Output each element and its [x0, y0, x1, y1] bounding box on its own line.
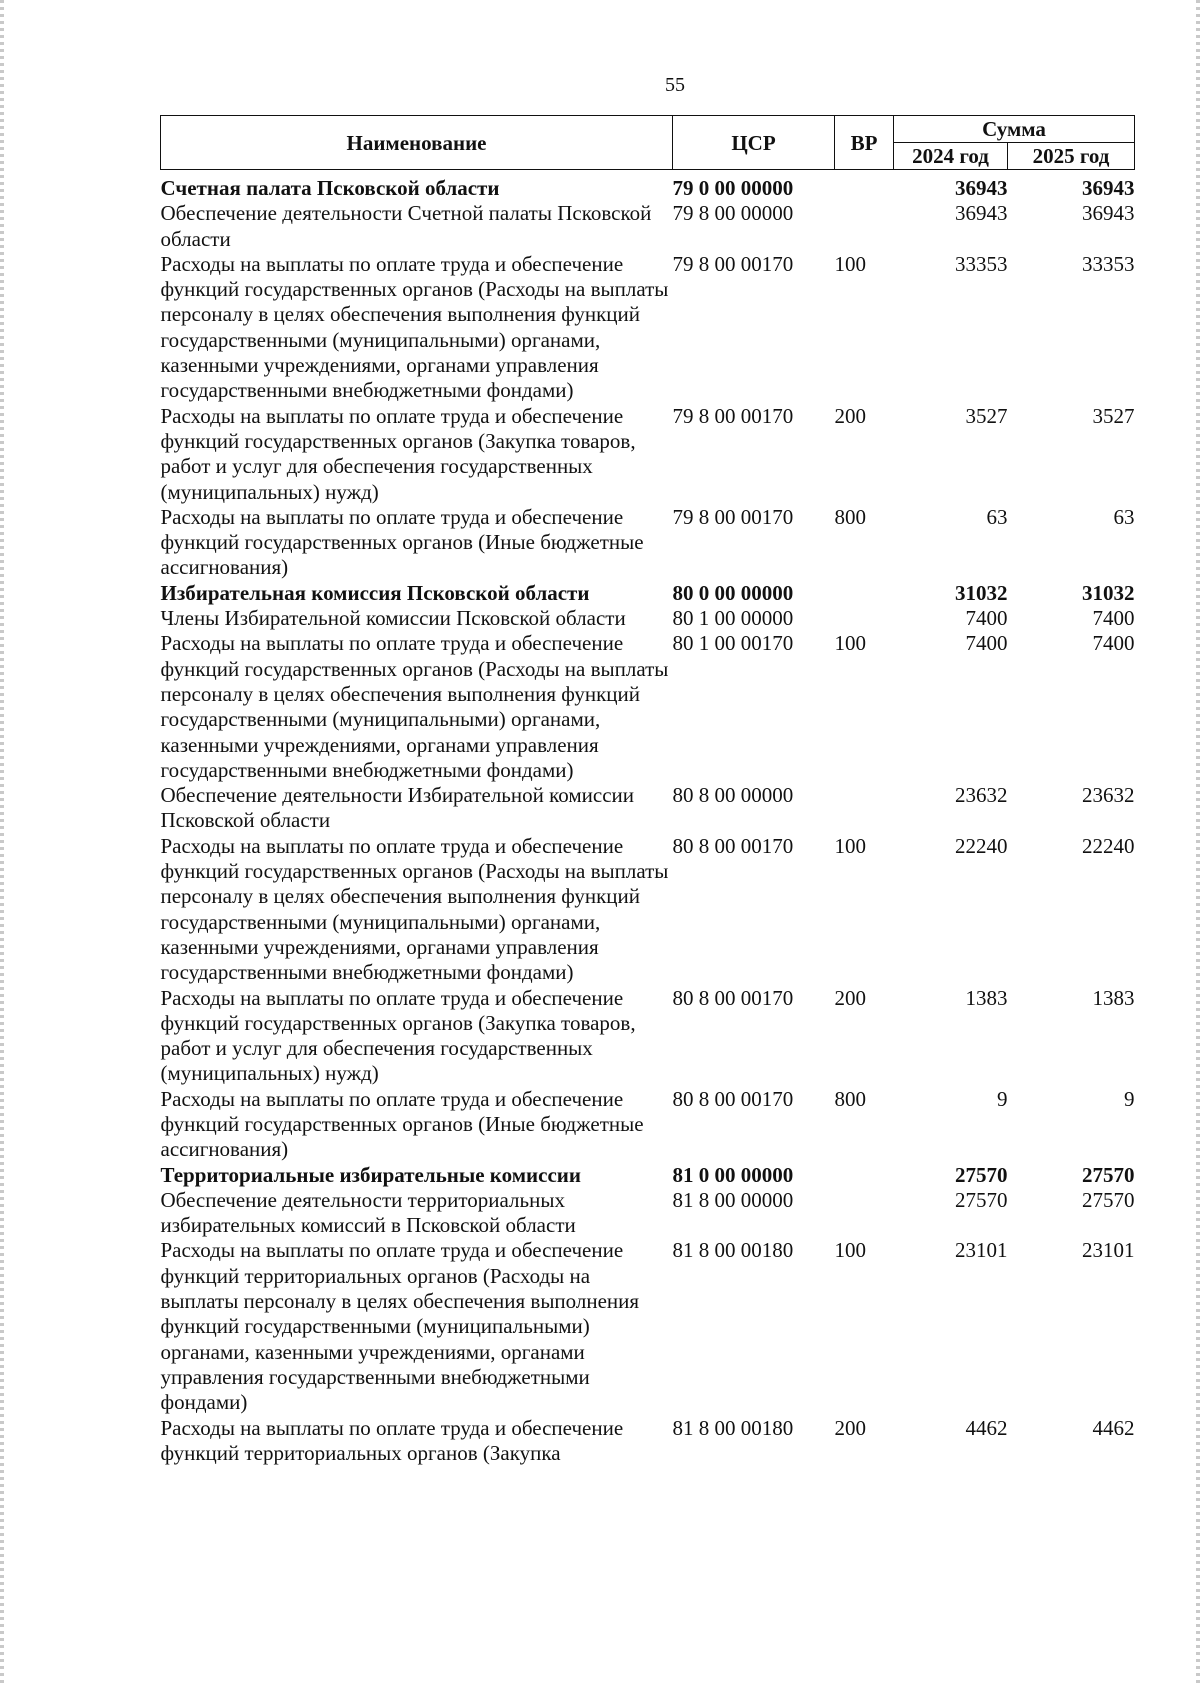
row-sum-2025: 22240 [1082, 833, 1135, 858]
right-page-edge [1196, 0, 1200, 1686]
table-row [161, 1416, 1135, 1467]
row-sum-2024: 1383 [965, 985, 1008, 1010]
table-row [161, 834, 1135, 986]
row-name: Расходы на выплаты по оплате труда и обеспечение функций государственных органов (Расходы на выплаты персоналу в целях обеспечения выполнения функций государственными (муниципальными) органами, казенными учреждениями, органами управления государственными внебюджетными фондами) [160, 833, 669, 985]
row-csr: 80 0 00 00000 [672, 580, 794, 605]
table-row [161, 606, 1135, 631]
row-sum-2025: 23101 [1082, 1238, 1135, 1263]
row-csr: 80 8 00 00170 [672, 833, 794, 858]
header-vr: ВР [835, 116, 894, 170]
row-sum-2025: 9 [1124, 1086, 1135, 1111]
row-vr [835, 1163, 894, 1188]
row-sum-2025: 31032 [1082, 580, 1135, 605]
header-sum: Сумма [894, 116, 1135, 143]
row-csr: 81 8 00 00000 [672, 1187, 794, 1212]
row-sum-2025: 36943 [1082, 176, 1135, 200]
row-vr: 100 [834, 251, 866, 276]
row-sum-2025: 27570 [1082, 1187, 1135, 1212]
row-sum-2024: 36943 [955, 176, 1008, 200]
row-sum-2024: 7400 [965, 606, 1008, 631]
row-name: Расходы на выплаты по оплате труда и обеспечение функций государственных органов (Расходы на выплаты персоналу в целях обеспечения выполнения функций государственными (муниципальными) органами, казенными учреждениями, органами управления государственными внебюджетными фондами) [160, 251, 669, 403]
row-sum-2025: 7400 [1092, 631, 1135, 656]
row-csr: 80 8 00 00170 [672, 1086, 794, 1111]
row-sum-2025: 33353 [1082, 251, 1135, 276]
row-sum-2025: 36943 [1082, 201, 1135, 226]
row-sum-2024: 31032 [955, 580, 1008, 605]
row-sum-2024: 22240 [955, 833, 1008, 858]
row-sum-2024: 9 [997, 1086, 1008, 1111]
table-header [161, 116, 1135, 170]
row-sum-2025: 1383 [1092, 985, 1135, 1010]
row-sum-2024: 4462 [965, 1415, 1008, 1440]
row-vr: 200 [834, 403, 866, 428]
row-sum-2024: 33353 [955, 251, 1008, 276]
row-name: Члены Избирательной комиссии Псковской области [160, 606, 626, 631]
row-csr: 81 8 00 00180 [672, 1415, 794, 1440]
row-name: Счетная палата Псковской области [160, 176, 500, 200]
row-csr: 80 8 00 00170 [672, 985, 794, 1010]
row-csr: 81 8 00 00180 [672, 1238, 794, 1263]
row-name: Обеспечение деятельности Счетной палаты Псковской области [160, 201, 652, 251]
row-csr: 79 8 00 00170 [672, 251, 794, 276]
header-csr: ЦСР [673, 116, 835, 170]
table-row [161, 1188, 1135, 1239]
table-row [161, 631, 1135, 783]
row-vr: 800 [834, 504, 866, 529]
row-sum-2024: 27570 [955, 1162, 1008, 1187]
budget-table [160, 115, 1135, 1466]
row-csr: 80 8 00 00000 [672, 783, 794, 808]
table-row [161, 252, 1135, 404]
row-name: Расходы на выплаты по оплате труда и обеспечение функций государственных органов (Иные бюджетные ассигнования) [160, 1086, 644, 1162]
row-sum-2024: 36943 [955, 201, 1008, 226]
row-vr: 100 [834, 833, 866, 858]
header-year-2025: 2025 год [1008, 143, 1135, 170]
table-body [161, 170, 1135, 1467]
row-name: Избирательная комиссия Псковской области [160, 580, 590, 605]
row-name: Обеспечение деятельности Избирательной комиссии Псковской области [160, 783, 634, 833]
row-csr: 79 8 00 00170 [672, 504, 794, 529]
row-sum-2025: 23632 [1082, 783, 1135, 808]
row-vr [835, 1188, 894, 1239]
row-sum-2024: 23101 [955, 1238, 1008, 1263]
row-vr: 100 [834, 631, 866, 656]
row-sum-2024: 7400 [965, 631, 1008, 656]
row-name: Территориальные избирательные комиссии [160, 1162, 581, 1187]
row-sum-2024: 27570 [955, 1187, 1008, 1212]
row-vr [835, 606, 894, 631]
row-sum-2024: 63 [986, 504, 1008, 529]
row-sum-2025: 3527 [1092, 403, 1135, 428]
row-name: Расходы на выплаты по оплате труда и обеспечение функций государственных органов (Закупка товаров, работ и услуг для обеспечения государственных (муниципальных) нужд) [160, 985, 636, 1086]
row-vr [835, 581, 894, 606]
row-sum-2025: 7400 [1092, 606, 1135, 631]
row-csr: 81 0 00 00000 [672, 1162, 794, 1187]
row-sum-2025: 27570 [1082, 1162, 1135, 1187]
row-sum-2024: 3527 [965, 403, 1008, 428]
row-vr: 200 [834, 985, 866, 1010]
row-sum-2025: 4462 [1092, 1415, 1135, 1440]
table-row [161, 783, 1135, 834]
row-csr: 79 8 00 00170 [672, 403, 794, 428]
row-vr [835, 170, 894, 202]
row-vr [835, 783, 894, 834]
page-number: 55 [665, 74, 685, 96]
row-name: Расходы на выплаты по оплате труда и обеспечение функций государственных органов (Закупка товаров, работ и услуг для обеспечения государственных (муниципальных) нужд) [160, 403, 636, 504]
row-name: Расходы на выплаты по оплате труда и обеспечение функций государственных органов (Иные бюджетные ассигнования) [160, 504, 644, 580]
table-row [161, 986, 1135, 1087]
table-row [161, 581, 1135, 606]
row-name: Обеспечение деятельности территориальных избирательных комиссий в Псковской области [160, 1187, 576, 1238]
table-row [161, 170, 1135, 202]
table-row [161, 404, 1135, 505]
row-vr: 800 [834, 1086, 866, 1111]
table-row [161, 201, 1135, 252]
row-vr [835, 201, 894, 252]
row-vr: 100 [834, 1238, 866, 1263]
header-name: Наименование [161, 116, 673, 170]
row-name: Расходы на выплаты по оплате труда и обеспечение функций территориальных органов (Расходы на выплаты персоналу в целях обеспечения выполнения функций государственными (муниципальными) органами, казенными учреждениями, органами управления государственными внебюджетными фондами) [160, 1238, 640, 1415]
row-name: Расходы на выплаты по оплате труда и обеспечение функций территориальных органов (Закупка [160, 1415, 624, 1465]
row-sum-2024: 23632 [955, 783, 1008, 808]
row-csr: 80 1 00 00000 [672, 606, 794, 631]
row-csr: 80 1 00 00170 [672, 631, 794, 656]
header-year-2024: 2024 год [894, 143, 1008, 170]
table-row [161, 505, 1135, 581]
row-name: Расходы на выплаты по оплате труда и обеспечение функций государственных органов (Расходы на выплаты персоналу в целях обеспечения выполнения функций государственными (муниципальными) органами, казенными учреждениями, органами управления государственными внебюджетными фондами) [160, 631, 669, 782]
row-csr: 79 8 00 00000 [672, 201, 794, 226]
left-page-edge [0, 0, 4, 1686]
table-row [161, 1238, 1135, 1415]
table-row [161, 1087, 1135, 1163]
row-csr: 79 0 00 00000 [672, 176, 794, 200]
row-vr: 200 [834, 1415, 866, 1440]
table-row [161, 1163, 1135, 1188]
row-sum-2025: 63 [1113, 504, 1135, 529]
